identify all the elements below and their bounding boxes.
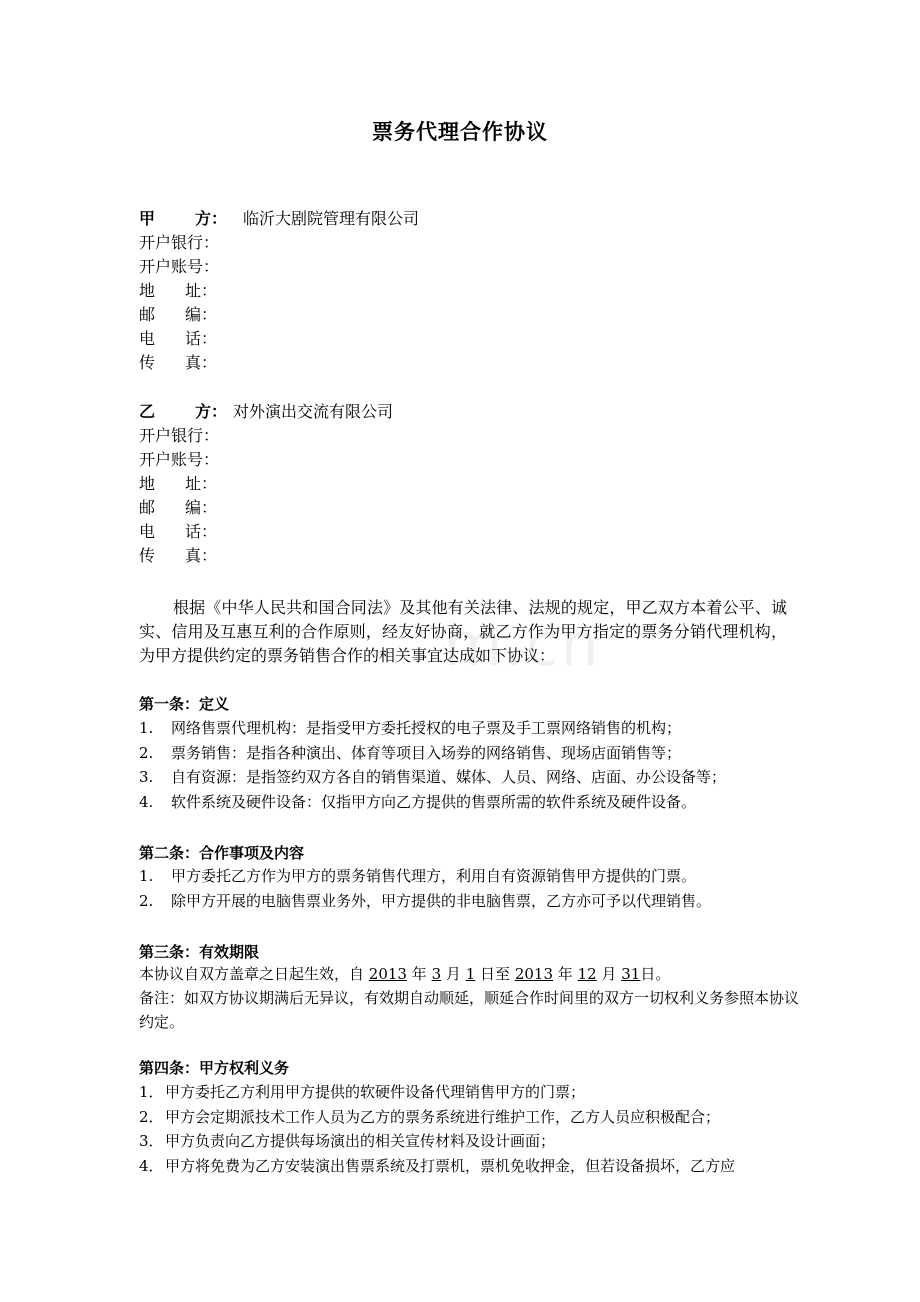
party-a-name: 临沂大剧院管理有限公司 xyxy=(243,209,420,228)
list-item: 3．甲方负责向乙方提供每场演出的相关宣传材料及设计画面； xyxy=(139,1132,556,1150)
section-1-list xyxy=(139,716,799,814)
validity-line: 本协议自双方盖章之日起生效，自 2013 年 3 月 1 日至 2013 年 12 月 31日。 xyxy=(139,965,671,983)
document-title: 票务代理合作协议 xyxy=(372,119,548,144)
party-a-label: 甲 方： xyxy=(139,209,228,228)
party-b-field-account: 开户账号： xyxy=(139,450,220,469)
list-item: 3. 自有资源：是指签约双方各自的销售渠道、媒体、人员、网络、店面、办公设备等； xyxy=(139,768,727,786)
party-a-field-postcode: 邮 编： xyxy=(139,305,218,324)
party-b-block xyxy=(139,400,393,568)
watermark: m.cn xyxy=(444,610,601,680)
validity-note: 备注：如双方协议期满后无异议，有效期自动顺延，顺延合作时间里的双方一切权利义务参照本协议约定。 xyxy=(139,989,800,1031)
party-b-name: 对外演出交流有限公司 xyxy=(233,402,394,421)
section-3-body xyxy=(139,962,799,1034)
party-b-field-bank: 开户银行： xyxy=(139,426,220,445)
party-b-field-phone: 电 话： xyxy=(139,522,218,541)
list-item: 1. 网络售票代理机构：是指受甲方委托授权的电子票及手工票网络销售的机构； xyxy=(139,719,682,737)
party-b-field-address: 地 址： xyxy=(139,474,218,493)
party-a-field-phone: 电 话： xyxy=(139,329,218,348)
list-item: 2．甲方会定期派技术工作人员为乙方的票务系统进行维护工作，乙方人员应积极配合； xyxy=(139,1107,721,1126)
party-b-field-fax: 传 真： xyxy=(139,546,218,565)
party-a-field-address: 地 址： xyxy=(139,281,218,300)
intro-paragraph: 根据《中华人民共和国合同法》及其他有关法律、法规的规定，甲乙双方本着公平、诚实、信用及互惠互利的合作原则，经友好协商，就乙方作为甲方指定的票务分销代理机构，为甲方提供约定的票务销售合作的相关事宜达成如下协议： xyxy=(139,598,787,665)
list-item: 1．甲方委托乙方利用甲方提供的软硬件设备代理销售甲方的门票； xyxy=(139,1083,586,1101)
section-4-title: 第四条：甲方权利义务 xyxy=(139,1059,290,1077)
list-item: 4. 软件系统及硬件设备：仅指甲方向乙方提供的售票所需的软件系统及硬件设备。 xyxy=(139,792,697,811)
list-item: 2. 除甲方开展的电脑售票业务外，甲方提供的非电脑售票，乙方亦可予以代理销售。 xyxy=(139,891,712,910)
party-b-field-postcode: 邮 编： xyxy=(139,498,218,517)
list-item: 2. 票务销售：是指各种演出、体育等项目入场券的网络销售、现场店面销售等； xyxy=(139,743,682,762)
party-b-label: 乙 方： xyxy=(139,402,228,421)
list-item: 4．甲方将免费为乙方安装演出售票系统及打票机，票机免收押金，但若设备损坏，乙方应 xyxy=(139,1156,736,1175)
list-item: 1. 甲方委托乙方作为甲方的票务销售代理方，利用自有资源销售甲方提供的门票。 xyxy=(139,867,697,885)
party-a-field-fax: 传 真： xyxy=(139,353,218,372)
party-b-header xyxy=(139,400,393,424)
party-a-header xyxy=(139,207,419,231)
party-a-field-account: 开户账号： xyxy=(139,257,220,276)
party-a-block xyxy=(139,207,419,375)
section-3-title: 第三条：有效期限 xyxy=(139,943,260,961)
section-4-list xyxy=(139,1080,799,1178)
section-2-list xyxy=(139,864,799,913)
section-2-title: 第二条：合作事项及内容 xyxy=(139,844,305,862)
section-1-title: 第一条：定义 xyxy=(139,695,230,713)
party-a-field-bank: 开户银行： xyxy=(139,233,220,252)
